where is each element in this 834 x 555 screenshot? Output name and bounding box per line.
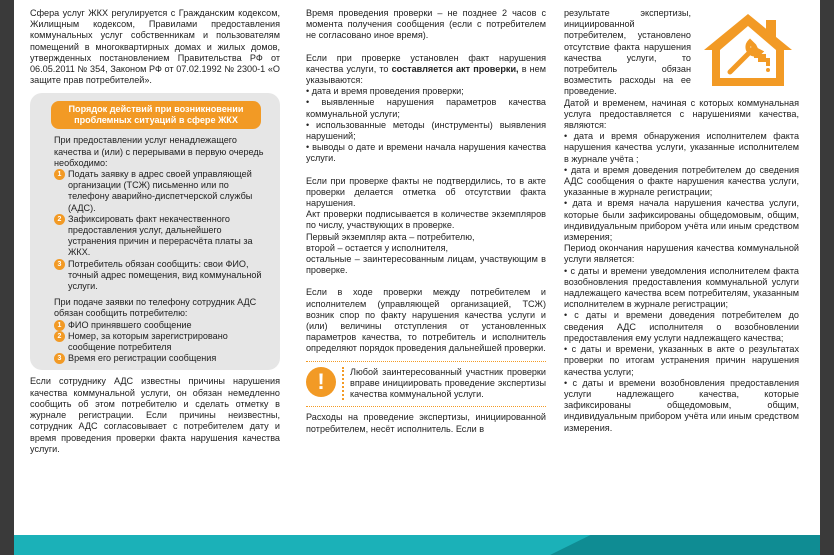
list-item: • с даты и времени, указанных в акте о результатах проверки по итогам устранения причин нарушения качества услуги; [564,344,799,377]
expenses-paragraph: Расходы на проведение экспертизы, инициированной потребителем, несёт исполнитель. Если в [306,412,546,434]
number-badge: 1 [54,169,65,180]
number-badge: 2 [54,331,65,342]
phone-items [40,320,272,365]
list-item-text: Зафиксировать факт некачественного предоставления услуг, дальнейшего устранения причин и перерасчёта платы за ЖКХ. [68,213,253,258]
list-item-text: Время его регистрации сообщения [68,353,217,364]
list-item [54,320,272,331]
act-text-start: Если при проверке установлен факт нарушения качества услуги, то [306,52,546,74]
end-period-lead: Период окончания нарушения качества коммунальной услуги является: [564,243,799,265]
bottom-band-accent [550,535,820,555]
list-item: • выводы о дате и времени начала нарушения качества услуги. [306,142,546,164]
list-item: • дата и время обнаружения исполнителем факта нарушения качества услуги, указанные исполнителем в журнале учёта ; [564,131,799,164]
list-item [54,214,272,259]
procedure-lead: При предоставлении услуг ненадлежащего качества и (или) с перерывами в первую очередь необходимо: [54,135,264,168]
list-item: • с даты и времени доведения потребителем до сведения АДС исполнителя о возобновлении предоставления ему услуги надлежащего качества; [564,310,799,343]
brochure-page [14,0,820,555]
list-item: • использованные методы (инструменты) выявления нарушений; [306,119,546,142]
list-item: • дата и время проведения проверки; [306,86,464,97]
act-text-end: в нем указываются: [306,63,546,86]
act-paragraph [306,53,546,87]
list-item-text: Подать заявку в адрес своей управляющей организации (ТСЖ) письменно или по телефону аварийно-диспетчерской службы (АДС). [68,169,253,213]
expertise-note-text: Любой заинтересованный участник проверки вправе инициировать проведение экспертизы качества коммунальной услуги. [342,367,546,401]
list-item-text: Потребитель обязан сообщить: свои ФИО, точный адрес помещения, вид коммунальной услуги. [68,258,262,292]
check-time-paragraph: Время проведения проверки – не позднее 2 часов с момента получения сообщения (если с потребителем не согласовано иное время). [306,8,546,41]
number-badge: 3 [54,353,65,364]
number-badge: 1 [54,320,65,331]
phone-lead: При подаче заявки по телефону сотрудник АДС обязан сообщить потребителю: [54,297,257,319]
list-item: • дата и время доведения потребителем до сведения АДС сообщения о факте нарушения качества услуги, указанные в журнале регистрации; [564,164,799,198]
house-tools-icon [700,10,796,90]
list-item [54,169,272,214]
list-item: • дата и время начала нарушения качества услуги, которые были зафиксированы общедомовым, общим, индивидуальным прибором учёта или иным средством измерения; [564,198,799,243]
list-item [54,331,272,353]
column-middle [306,8,546,435]
copy-second: второй – остается у исполнителя, [306,242,449,253]
not-confirmed-paragraph: Если при проверке факты не подтвердились, то в акте проверки делается отметка об отсутствии факта нарушения. [306,175,546,209]
signing-paragraph: Акт проверки подписывается в количестве экземпляров по числу, участвующих в проверке. [306,209,546,231]
dispute-paragraph: Если в ходе проверки между потребителем и исполнителем (управляющей организацией, ТСЖ) возник спор по факту нарушения качества услуги и (или) величины отступления от установленных параметров качества, то потребитель и исполнитель определяют порядок проведения дальнейшей проверки. [306,287,546,354]
list-item: • с даты и времени возобновления предоставления услуги надлежащего качества, которые зафиксированы общедомовым, общим, индивидуальным прибором учёта или иным средством измерения. [564,377,799,433]
copy-first: Первый экземпляр акта – потребителю, [306,231,475,242]
intro-paragraph: Сфера услуг ЖКХ регулируется с Гражданским кодексом, Жилищным кодексом, Правилами предоставления коммунальных услуг собственникам и пользователям помещений в многоквартирных домах и жилых домов, утвержденных постановлением Правительства РФ от 06.05.2011 № 354, Законом РФ от 07.02.1992 № 2300-1 «О защите прав потребителей». [30,8,280,86]
expertise-result-paragraph: результате экспертизы, инициированной потребителем, установлено отсутствие факта нарушения качества услуги, то потребитель обязан возместить расходы на ее проведение. [564,8,691,97]
act-text-bold: составляется акт проверки, [391,63,519,74]
procedure-box [30,93,280,370]
list-item-text: ФИО принявшего сообщение [68,319,192,330]
list-item [54,353,272,364]
copy-others: остальные – заинтересованным лицам, участвующим в проверке. [306,254,546,276]
list-item: • с даты и времени уведомления исполнителем факта возобновления предоставления коммунальной услуги надлежащего качества всем потребителям, указанным исполнителем в журнале регистрации; [564,265,799,310]
exclamation-icon: ! [306,367,336,397]
number-badge: 3 [54,259,65,270]
procedure-steps [40,169,272,292]
outro-paragraph: Если сотруднику АДС известны причины нарушения качества коммунальной услуги, он обязан немедленно сообщить об этом потребителю и сделать отметку в журнале регистрации. Если причины неизвестны, сотрудник АДС согласовывает с потребителем дату и время проведения проверки факта нарушения качества услуги. [30,376,280,454]
column-left [30,8,280,455]
expertise-note [306,367,546,401]
list-item [54,259,272,293]
list-item-text: Номер, за которым зарегистрировано сообщение потребителя [68,330,228,353]
number-badge: 2 [54,214,65,225]
procedure-box-title: Порядок действий при возникновении проблемных ситуаций в сфере ЖКХ [51,101,261,129]
start-date-lead: Датой и временем, начиная с которых коммунальная услуга предоставляется с нарушениями качества, являются: [564,97,799,131]
list-item: • выявленные нарушения параметров качества коммунальной услуги; [306,97,546,119]
